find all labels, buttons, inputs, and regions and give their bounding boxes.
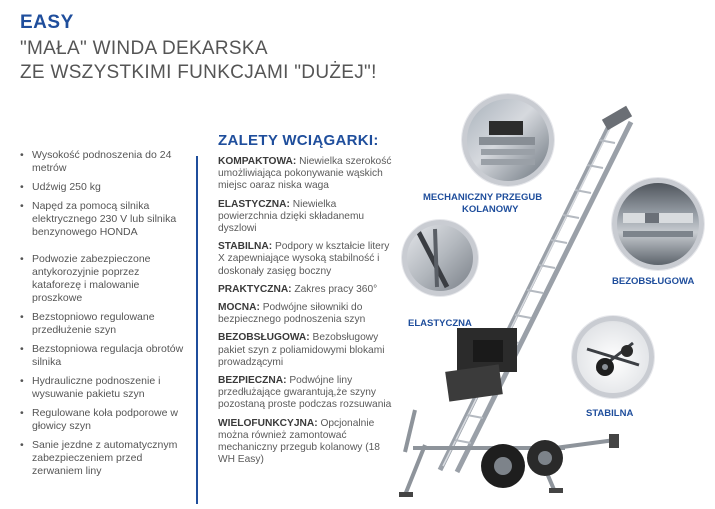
feature-item: • Bezstopniowo regulowane przedłużenie szyn [20, 311, 190, 337]
callout-mechanical-joint-line2: KOLANOWY [462, 204, 519, 215]
advantage-item: BEZPIECZNA: Podwójne liny przedłużające gwarantują,że szyny pozostaną proste podczas rozsuwania [218, 375, 392, 411]
feature-list [20, 149, 190, 478]
advantage-item: PRAKTYCZNA: Zakres pracy 360° [218, 283, 378, 295]
feature-item: • Udźwig 250 kg [20, 181, 190, 194]
advantage-item: KOMPAKTOWA: Niewielka szerokość umożliwiająca pokonywanie wąskich miejsc oaraz niska waga [218, 156, 392, 192]
detail-circle-maintenance-free [612, 178, 704, 270]
callout-flexible: ELASTYCZNA [408, 318, 472, 329]
detail-circle-stable [572, 316, 654, 398]
subtitle-line-2: ZE WSZYSTKIMI FUNKCJAMI "DUŻEJ"! [20, 62, 377, 83]
knee-joint-icon [467, 99, 549, 181]
feature-item: • Napęd za pomocą silnika elektrycznego 230 V lub silnika benzynowego HONDA [20, 200, 190, 239]
detail-circle-flexible [402, 220, 478, 296]
advantage-item: WIELOFUNKCYJNA: Opcjonalnie można również zamontować mechaniczny przegub kolanowy (18 WH Easy) [218, 417, 380, 466]
roof-hoist-illustration [395, 100, 715, 509]
feature-item: • Sanie jezdne z automatycznym zabezpieczeniem przed zerwaniem liny [20, 439, 190, 478]
feature-item: • Podwozie zabezpieczone antykorozyjnie poprzez kataforezę i malowanie proszkowe [20, 253, 190, 305]
advantage-item: STABILNA: Podpory w kształcie litery X zapewniające wysoką stabilność i doskonały zasięg boczny [218, 241, 390, 277]
detail-circle-mechanical-joint [462, 94, 554, 186]
advantage-item: MOCNA: Podwójne siłowniki do bezpiecznego podnoszenia szyn [218, 302, 366, 326]
feature-item: • Wysokość podnoszenia do 24 metrów [20, 149, 190, 175]
subtitle-line-1: "MAŁA" WINDA DEKARSKA [20, 38, 268, 59]
advantage-item: BEZOBSŁUGOWA: Bezobsługowy pakiet szyn z poliamidowymi blokami prowadzącymi [218, 332, 385, 368]
callout-mechanical-joint-line1: MECHANICZNY PRZEGUB [423, 192, 543, 203]
advantages-title: ZALETY WCIĄGARKI: [218, 132, 379, 149]
drawbar-icon [407, 225, 473, 291]
callout-stable: STABILNA [586, 408, 634, 419]
support-wheel-icon [577, 321, 649, 393]
divider-line [196, 156, 198, 504]
advantages-list [218, 156, 393, 472]
callout-maintenance-free: BEZOBSŁUGOWA [612, 276, 695, 287]
feature-item: • Regulowane koła podporowe w głowicy szyn [20, 407, 190, 433]
ladder-rungs [455, 140, 615, 443]
advantage-item: ELASTYCZNA: Niewielka powierzchnia dzięki składanemu dyszlowi [218, 198, 365, 235]
feature-item: • Hydrauliczne podnoszenie i wysuwanie pakietu szyn [20, 375, 190, 401]
feature-item: • Bezstopniowa regulacja obrotów silnika [20, 343, 190, 369]
product-title: EASY [20, 12, 74, 33]
rail-block-icon [617, 183, 699, 265]
